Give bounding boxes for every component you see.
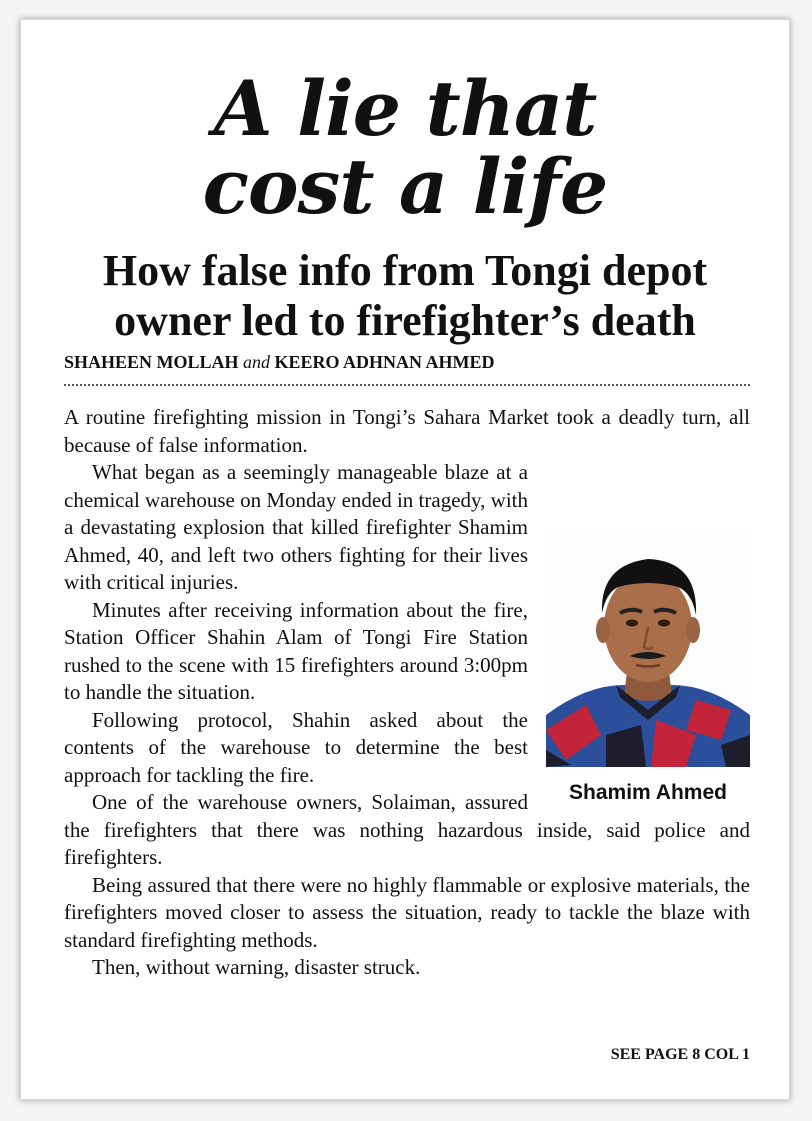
author-1: SHAHEEN MOLLAH: [64, 352, 239, 372]
dotted-divider: [64, 384, 750, 386]
photo-figure: [546, 535, 750, 807]
article-paragraph: Following protocol, Shahin asked about the contents of the warehouse to determine the best approach for tackling the fire.: [64, 707, 528, 787]
subheadline-line-1: How false info from Tongi depot: [102, 246, 708, 295]
subheadline: [21, 246, 789, 346]
headline-line-1: A lie that: [213, 64, 597, 153]
byline: [64, 352, 495, 373]
headline: [21, 64, 789, 231]
byline-conjunction: and: [243, 352, 271, 372]
article-paragraph: Being assured that there were no highly flammable or explosive materials, the firefighters moved closer to assess the situation, ready to tackle the blaze with standard firefighting methods.: [64, 872, 750, 952]
article-paragraph: One of the warehouse owners, Solaiman, assured the firefighters that there was nothing hazardous inside, said police and firefighters.: [64, 790, 750, 869]
portrait-photo: [546, 535, 750, 767]
continued-on-link[interactable]: SEE PAGE 8 COL 1: [610, 1046, 750, 1063]
article-paragraph: Minutes after receiving information about the fire, Station Officer Shahin Alam of Tongi Fire Station rushed to the scene with 15 firefighters around 3:00pm to handle the situation.: [64, 597, 528, 704]
article-body: [64, 404, 750, 982]
article-paragraph: A routine firefighting mission in Tongi’s Sahara Market took a deadly turn, all because of false information.: [64, 405, 750, 457]
article-paragraph: Then, without warning, disaster struck.: [92, 955, 421, 979]
subheadline-line-2: owner led to firefighter’s death: [114, 296, 696, 345]
portrait-illustration: [546, 535, 750, 767]
photo-caption: Shamim Ahmed: [569, 781, 727, 804]
author-2: KEERO ADHNAN AHMED: [274, 352, 495, 372]
headline-line-2: cost a life: [202, 142, 608, 231]
article-paragraph: What began as a seemingly manageable blaze at a chemical warehouse on Monday ended in tragedy, with a devastating explosion that killed firefighter Shamim Ahmed, 40, and left two others fighting for their lives with critical injuries.: [64, 460, 528, 594]
